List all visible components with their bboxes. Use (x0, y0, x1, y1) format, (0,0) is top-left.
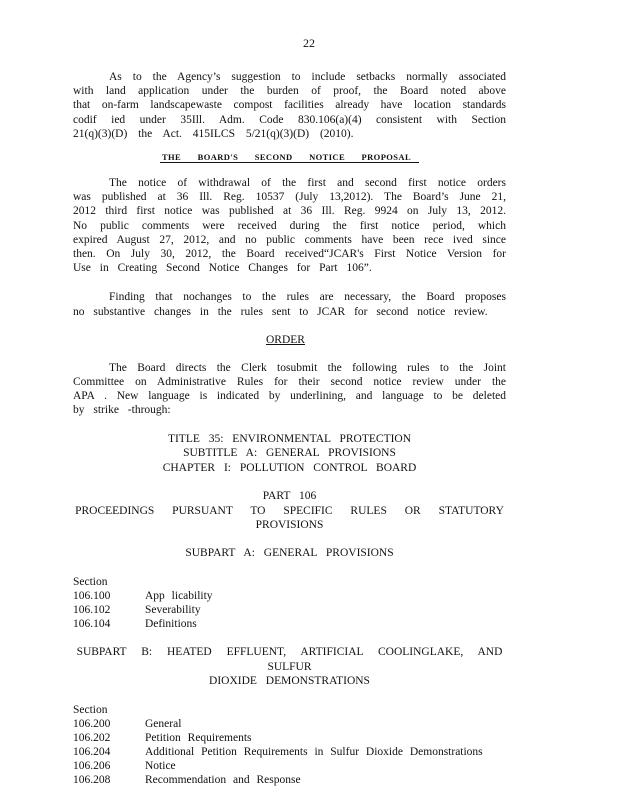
list-item (73, 759, 506, 773)
paragraph-agency-suggestion: As to the Agency’s suggestion to include setbacks normally associated with land application under the burden of proof, the Board noted above that on-farm landscapewaste compost facilities already have location standards codif ied under 35Ill. Adm. Code 830.106(a)(4) consistent with Section 21(q)(3)(D) the Act. 415ILCS 5/21(q)(3)(D) (2010). (73, 71, 506, 140)
list-item (73, 773, 506, 787)
paragraph-order-directive: The Board directs the Clerk tosubmit the following rules to the Joint Committee on Administrative Rules for their second notice review under the APA . New language is indicated by underlining, and language to be deleted by strike -through: (73, 361, 506, 417)
document-body (73, 70, 506, 787)
section-heading-text: THE BOARD'S SECOND NOTICE PROPOSAL (160, 152, 419, 163)
subpart-a-heading: SUBPART A: GENERAL PROVISIONS (185, 546, 394, 559)
section-title: Petition Requirements (145, 731, 252, 744)
section-number: 106.200 (73, 717, 111, 730)
section-number: 106.206 (73, 759, 111, 772)
section-number: 106.100 (73, 590, 111, 603)
section-number: 106.102 (73, 604, 111, 617)
section-number: 106.208 (73, 773, 111, 786)
list-item (73, 589, 506, 603)
section-number: 106.202 (73, 731, 111, 744)
section-title: General (145, 717, 182, 730)
part-name-line: PROCEEDINGS PURSUANT TO SPECIFIC RULES OR STATUTORY PROVISIONS (75, 504, 504, 532)
section-title: Recommendation and Response (145, 773, 301, 786)
section-number: 106.104 (73, 618, 111, 631)
list-item (73, 731, 506, 745)
section-title: Severability (145, 604, 201, 617)
section-list-b (73, 717, 506, 787)
paragraph-finding: Finding that nochanges to the rules are necessary, the Board proposes no substantive changes in the rules sent to JCAR for second notice review. (73, 291, 506, 318)
list-item (73, 717, 506, 731)
title-line: TITLE 35: ENVIRONMENTAL PROTECTION (167, 432, 412, 445)
section-number: 106.204 (73, 745, 111, 758)
subtitle-line: SUBTITLE A: GENERAL PROVISIONS (183, 447, 396, 460)
section-list-a (73, 589, 506, 631)
subpart-b-heading-line2: DIOXIDE DEMONSTRATIONS (209, 675, 370, 688)
page-number: 22 (303, 36, 315, 50)
section-title: Definitions (145, 618, 197, 631)
subpart-b-heading-line1: SUBPART B: HEATED EFFLUENT, ARTIFICIAL COOLINGLAKE, AND SULFUR (76, 646, 503, 673)
section-title: Additional Petition Requirements in Sulfur Dioxide Demonstrations (145, 745, 483, 758)
section-label-a: Section (73, 576, 108, 589)
order-heading (73, 333, 506, 347)
paragraph-withdrawal-notice: The notice of withdrawal of the first and second first notice orders was published at 36 Ill. Reg. 10537 (July 13,2012). The Board’s June 21, 2012 third first notice was published at 36 Ill. Reg. 9924 on July 13, 2012. No public comments were received during the first notice period, which expired August 27, 2012, and no public comments have been rece ived since then. On July 30, 2012, the Board received“JCAR's First Notice Version for Use in Creating Second Notice Changes for Part 106”. (73, 177, 506, 275)
section-title: Notice (145, 759, 176, 772)
section-heading (73, 151, 506, 163)
part-line: PART 106 (262, 490, 317, 503)
section-label-b: Section (73, 703, 108, 716)
section-title: App licability (145, 590, 213, 603)
order-heading-text: ORDER (266, 333, 305, 346)
list-item (73, 603, 506, 617)
list-item (73, 745, 506, 759)
list-item (73, 617, 506, 631)
chapter-line: CHAPTER I: POLLUTION CONTROL BOARD (162, 461, 417, 474)
